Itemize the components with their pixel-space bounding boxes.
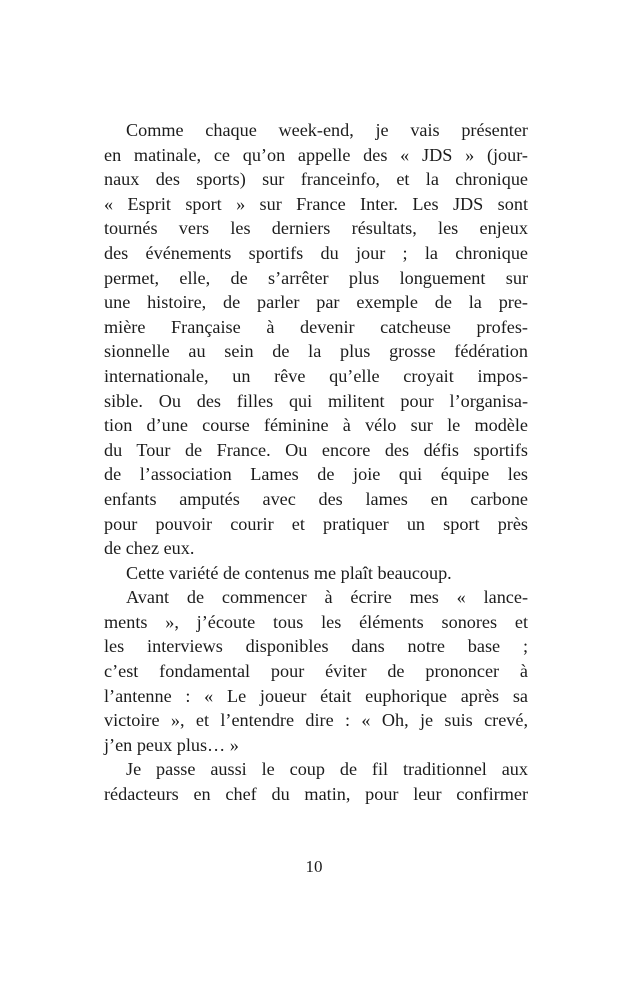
text-line: l’antenne : « Le joueur était euphorique après sa [104,685,528,706]
text-line: enfants amputés avec des lames en carbone [104,488,528,509]
text-line: « Esprit sport » sur France Inter. Les JDS sont [104,193,528,214]
text-line: naux des sports) sur franceinfo, et la chronique [104,169,528,190]
text-line: les interviews disponibles dans notre base ; [104,636,528,657]
text-line: en matinale, ce qu’on appelle des « JDS » (jour- [104,144,528,165]
text-line: de chez eux. [104,538,195,559]
text-line: c’est fondamental pour éviter de prononcer à [104,661,528,682]
text-line: sionnelle au sein de la plus grosse fédération [104,341,528,362]
text-line: mière Française à devenir catcheuse profes- [104,316,528,337]
text-line: de l’association Lames de joie qui équipe les [104,464,528,485]
text-line: Je passe aussi le coup de fil traditionnel aux [126,759,528,780]
page-number: 10 [305,857,323,876]
text-line: Comme chaque week-end, je vais présenter [126,120,528,140]
text-line: rédacteurs en chef du matin, pour leur confirmer [104,784,528,805]
text-line: sible. Ou des filles qui militent pour l’organisa- [104,390,528,411]
text-line: victoire », et l’entendre dire : « Oh, je suis crevé, [104,710,528,731]
text-line: tion d’une course féminine à vélo sur le modèle [104,415,528,436]
text-line: du Tour de France. Ou encore des défis sportifs [104,439,528,460]
text-line: j’en peux plus… » [104,734,239,755]
text-line: pour pouvoir courir et pratiquer un sport près [104,513,528,534]
page-body [104,118,528,807]
text-line: internationale, un rêve qu’elle croyait impos- [104,365,528,386]
text-line: Avant de commencer à écrire mes « lance- [126,587,528,608]
text-line: ments », j’écoute tous les éléments sonores et [104,611,528,632]
text-line: tournés vers les derniers résultats, les enjeux [104,218,528,239]
text-line: Cette variété de contenus me plaît beaucoup. [126,562,452,583]
text-line: des événements sportifs du jour ; la chronique [104,242,528,263]
text-line: permet, elle, de s’arrêter plus longuement sur [104,267,528,288]
text-line: une histoire, de parler par exemple de la pre- [104,292,528,313]
